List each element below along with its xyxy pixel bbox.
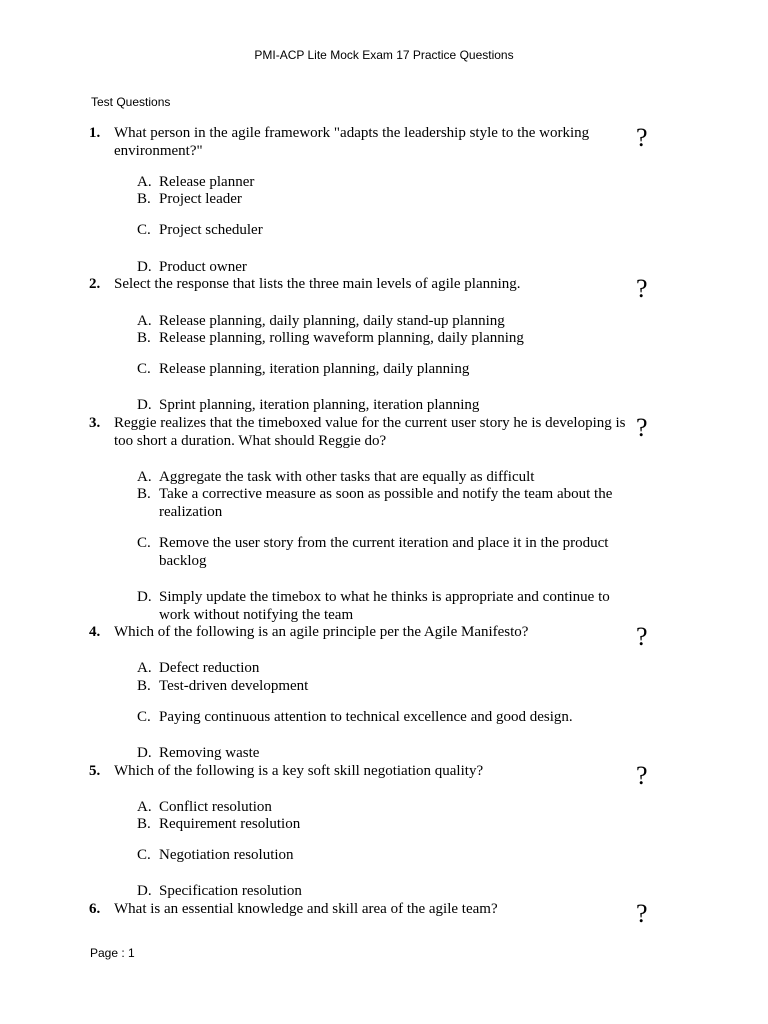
option-letter: C. [137, 222, 151, 238]
question-number: 4. [89, 624, 101, 640]
question-text: Select the response that lists the three main levels of agile planning. [114, 276, 521, 292]
question-mark-icon[interactable]: ? [636, 123, 648, 152]
option-letter: B. [137, 191, 151, 207]
option-letter: B. [137, 486, 151, 502]
question-number: 6. [89, 901, 101, 917]
option-letter: D. [137, 397, 152, 413]
option-letter: B. [137, 816, 151, 832]
option-letter: B. [137, 330, 151, 346]
option-text: Requirement resolution [159, 816, 301, 832]
option-text: Project scheduler [159, 222, 263, 238]
question-text: Reggie realizes that the timeboxed value for the current user story he is developing is too short a duration. What should Reggie do? [114, 415, 626, 449]
option-text: Removing waste [159, 745, 260, 761]
question-mark-icon[interactable]: ? [636, 622, 648, 651]
option-letter: A. [137, 799, 152, 815]
option-letter: B. [137, 678, 151, 694]
option-text: Sprint planning, iteration planning, iteration planning [159, 397, 480, 413]
question-number: 2. [89, 276, 101, 292]
option-text: Conflict resolution [159, 799, 272, 815]
option-letter: D. [137, 589, 152, 605]
option-letter: A. [137, 660, 152, 676]
option-letter: D. [137, 883, 152, 899]
option-text: Release planning, iteration planning, daily planning [159, 361, 470, 377]
option-letter: C. [137, 535, 151, 551]
option-text: Paying continuous attention to technical excellence and good design. [159, 709, 573, 725]
option-text: Release planning, daily planning, daily stand-up planning [159, 313, 505, 329]
question-text: Which of the following is a key soft skill negotiation quality? [114, 763, 484, 779]
option-text: Project leader [159, 191, 242, 207]
option-letter: C. [137, 709, 151, 725]
option-text: Take a corrective measure as soon as possible and notify the team about the realization [159, 486, 613, 520]
option-text: Aggregate the task with other tasks that are equally as difficult [159, 469, 535, 485]
question-text: Which of the following is an agile principle per the Agile Manifesto? [114, 624, 529, 640]
option-letter: C. [137, 361, 151, 377]
option-letter: A. [137, 174, 152, 190]
section-title: Test Questions [91, 95, 171, 109]
option-text: Release planner [159, 174, 255, 190]
option-letter: A. [137, 313, 152, 329]
option-text: Product owner [159, 259, 247, 275]
question-number: 5. [89, 763, 101, 779]
question-mark-icon[interactable]: ? [636, 761, 648, 790]
option-letter: D. [137, 745, 152, 761]
option-letter: C. [137, 847, 151, 863]
page-number: Page : 1 [90, 946, 135, 960]
option-text: Simply update the timebox to what he thinks is appropriate and continue to work without notifying the team [159, 589, 610, 623]
question-mark-icon[interactable]: ? [636, 274, 648, 303]
document-title: PMI-ACP Lite Mock Exam 17 Practice Questions [254, 48, 514, 62]
option-text: Test-driven development [159, 678, 309, 694]
option-text: Negotiation resolution [159, 847, 294, 863]
option-text: Specification resolution [159, 883, 302, 899]
question-number: 3. [89, 415, 101, 431]
option-text: Remove the user story from the current iteration and place it in the product backlog [159, 535, 609, 569]
question-mark-icon[interactable]: ? [636, 413, 648, 442]
question-text: What person in the agile framework "adapts the leadership style to the working environment?" [114, 125, 590, 159]
option-letter: D. [137, 259, 152, 275]
option-text: Release planning, rolling waveform planning, daily planning [159, 330, 524, 346]
question-mark-icon[interactable]: ? [636, 899, 648, 928]
option-text: Defect reduction [159, 660, 260, 676]
option-letter: A. [137, 469, 152, 485]
question-text: What is an essential knowledge and skill area of the agile team? [114, 901, 498, 917]
question-number: 1. [89, 125, 101, 141]
